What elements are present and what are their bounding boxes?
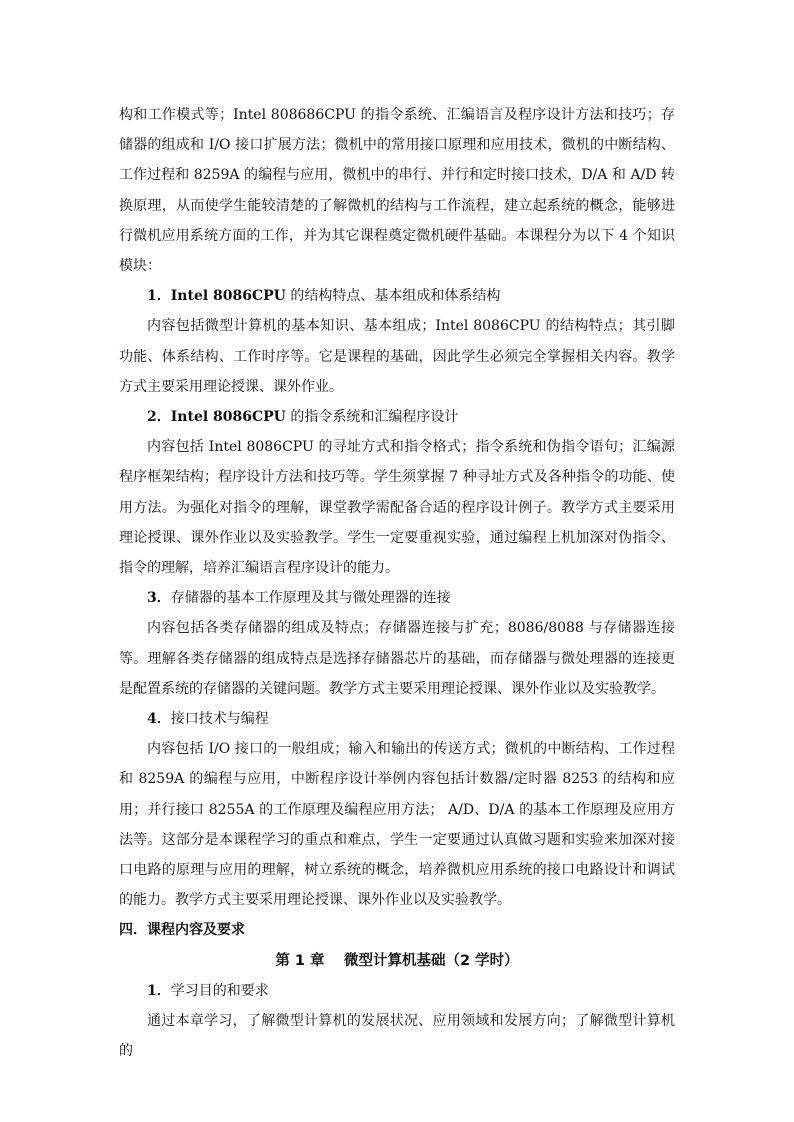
module-2-title [119, 402, 675, 432]
chapter-subheading-number: 1． [147, 982, 171, 999]
module-2-title-text: 的指令系统和汇编程序设计 [285, 409, 459, 426]
module-3-title [119, 583, 675, 613]
module-3-number: 3． [147, 590, 171, 607]
module-3-body: 内容包括各类存储器的组成及特点；存储器连接与扩充；8086/8088 与存储器连接等。理解各类存储器的组成特点是选择存储器芯片的基础，而存储器与微处理器的连接更是配置系统的存储器的关键问题。教学方式主要采用理论授课、课外作业以及实验教学。 [119, 620, 675, 697]
module-1-title [119, 281, 675, 311]
module-4-title [119, 704, 675, 734]
chapter-body: 通过本章学习，了解微型计算机的发展状况、应用领域和发展方向；了解微型计算机的 [119, 1013, 675, 1060]
module-3-title-text: 存储器的基本工作原理及其与微处理器的连接 [170, 590, 451, 607]
module-4-body: 内容包括 I/O 接口的一般组成；输入和输出的传送方式；微机的中断结构、工作过程和 8259A 的编程与应用，中断程序设计举例内容包括计数器/定时器 8253 的结构和应用；并行接口 8255A 的工作原理及编程应用方法； A/D、D/A 的基本工作原理及应用方法等。这部分是本课程学习的重点和难点，学生一定要通过认真做习题和实验来加深对接口电路的原理与应用的理解，树立系统的概念，培养微机应用系统的接口电路设计和调试的能力。教学方式主要采用理论授课、课外作业以及实验教学。 [119, 741, 675, 909]
chapter-heading: 第 1 章 微型计算机基础（2 学时） [275, 952, 519, 969]
module-2-title-bold: Intel 8086CPU [170, 409, 286, 426]
module-4-title-text: 接口技术与编程 [170, 711, 269, 728]
chapter-subheading-text: 学习目的和要求 [170, 982, 269, 999]
intro-paragraph: 构和工作模式等；Intel 808686CPU 的指令系统、汇编语言及程序设计方法和技巧；存储器的组成和 I/O 接口扩展方法；微机中的常用接口原理和应用技术，微机的中断结构、工作过程和 8259A 的编程与应用，微机中的串行、并行和定时接口技术，D/A 和 A/D 转换原理，从而使学生能较清楚的了解微机的结构与工作流程，建立起系统的概念，能够进行微机应用系统方面的工作，并为其它课程奠定微机硬件基础。本课程分为以下 4 个知识模块： [119, 107, 675, 275]
module-1-number: 1． [147, 288, 171, 305]
section-heading: 四．课程内容及要求 [119, 922, 245, 939]
chapter-subheading [119, 976, 675, 1006]
module-2-body: 内容包括 Intel 8086CPU 的寻址方式和指令格式；指令系统和伪指令语句；汇编源程序框架结构；程序设计方法和技巧等。学生须掌握 7 种寻址方式及各种指令的功能、使用方法。为强化对指令的理解，课堂教学需配备合适的程序设计例子。教学方式主要采用理论授课、课外作业以及实验教学。学生一定要重视实验，通过编程上机加深对伪指令、指令的理解，培养汇编语言程序设计的能力。 [119, 439, 675, 577]
module-1-body: 内容包括微型计算机的基本知识、基本组成；Intel 8086CPU 的结构特点；其引脚功能、体系结构、工作时序等。它是课程的基础，因此学生必须完全掌握相关内容。教学方式主要采用理论授课、课外作业。 [119, 318, 675, 395]
module-1-title-bold: Intel 8086CPU [170, 288, 286, 305]
module-1-title-text: 的结构特点、基本组成和体系结构 [285, 288, 501, 305]
module-2-number: 2． [147, 409, 171, 426]
module-4-number: 4． [147, 711, 171, 728]
document-page [119, 100, 675, 1067]
